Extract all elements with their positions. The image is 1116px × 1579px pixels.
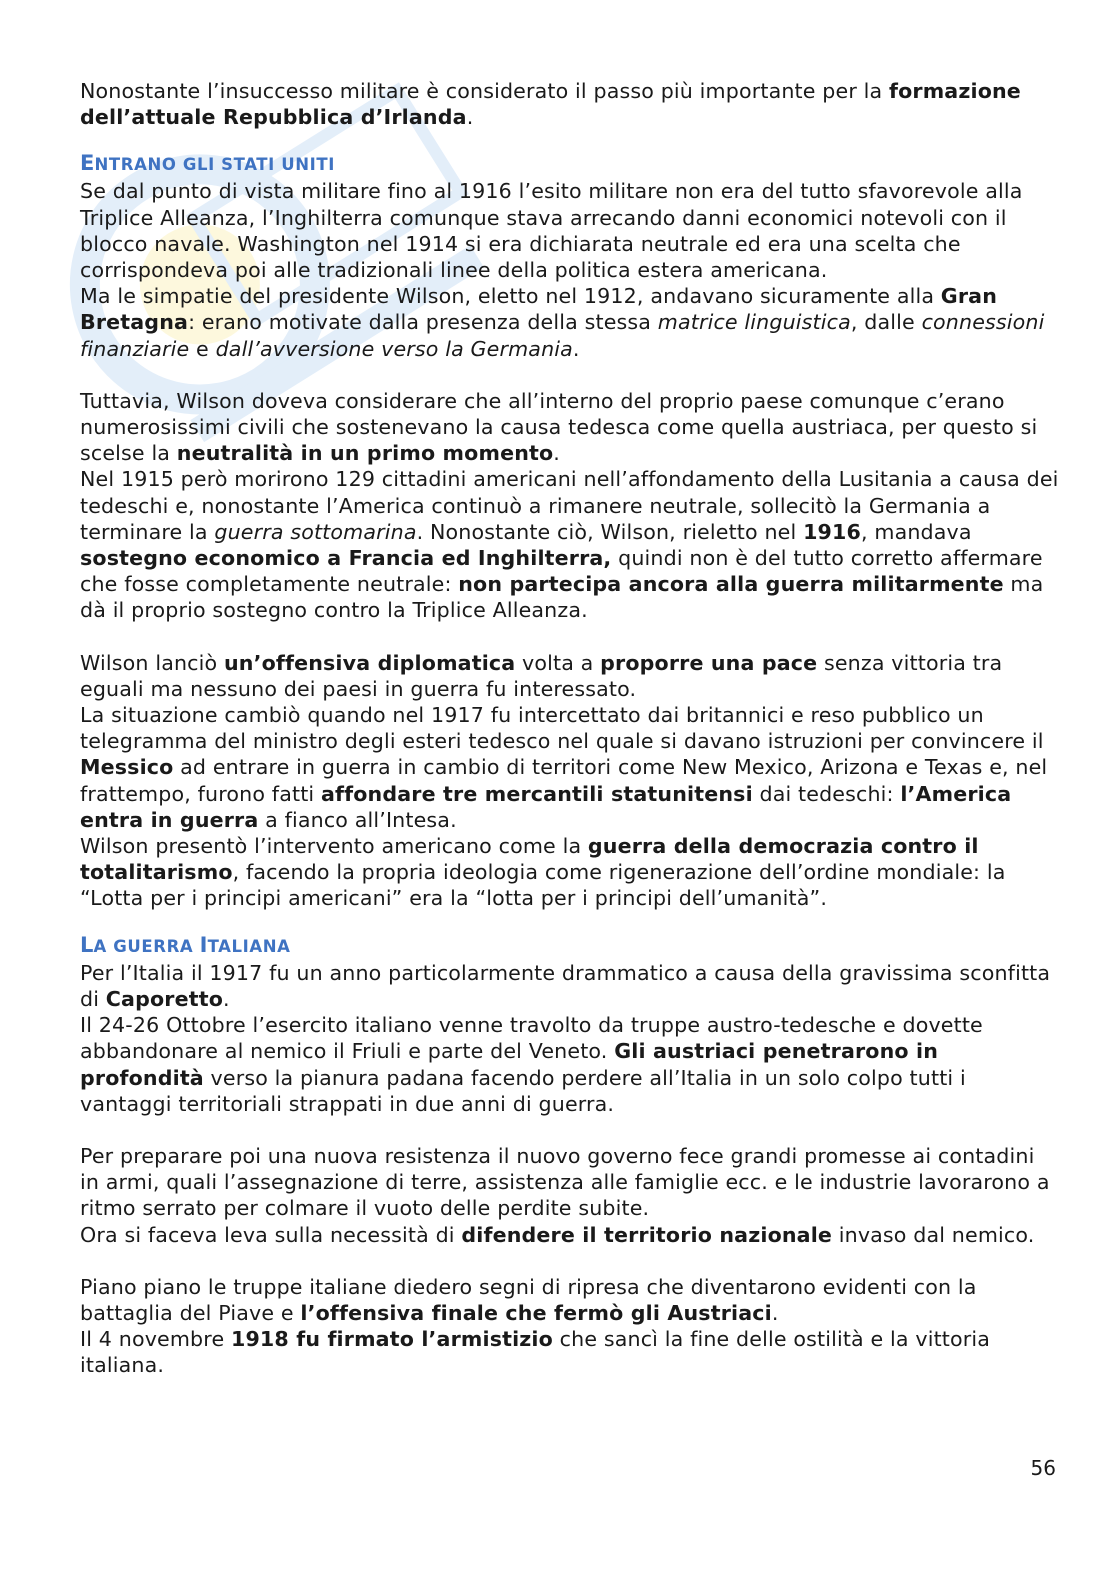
paragraph — [80, 650, 1060, 702]
text-run: . Nonostante ciò, Wilson, rieletto nel — [416, 519, 804, 544]
text-run: , facendo la propria ideologia come rigenerazione dell’ordine mondiale: la “Lotta per i principi americani” era la “lotta per i principi dell’umanità”. — [80, 860, 1006, 911]
text-run: Per preparare poi una nuova resistenza il nuovo governo fece grandi promesse ai contadini in armi, quali l’assegnazione di terre, assistenza alle famiglie ecc. e le industrie lavorarono a ritmo serrato per colmare il vuoto delle perdite subite. — [80, 1143, 1050, 1221]
paragraph-spacer — [80, 1117, 1060, 1143]
text-run: Tuttavia, Wilson doveva considerare che all’interno del proprio paese comunque c’erano numerosissimi civili che sostenevano la causa tedesca come quella austriaca, per questo si scelse la — [80, 388, 1038, 466]
text-run: Nonostante l’insuccesso militare è considerato il passo più importante per la — [80, 79, 889, 103]
paragraph — [80, 1012, 1060, 1117]
heading-text: TALIANA — [207, 936, 291, 956]
text-run: Ma le simpatie del presidente Wilson, eletto nel 1912, andavano sicuramente alla — [80, 284, 941, 309]
paragraph-spacer — [80, 624, 1060, 650]
italic-text: connessioni finanziarie — [80, 310, 1045, 361]
text-run: Wilson lanciò — [80, 650, 224, 675]
text-run: : erano motivate dalla presenza della stessa — [188, 310, 658, 335]
paragraph — [80, 283, 1060, 362]
text-run: ad entrare in guerra in cambio di territori come New Mexico, Arizona e Texas e, nel frattempo, furono fatti — [80, 755, 1048, 806]
text-run: . — [553, 441, 560, 466]
paragraph — [80, 466, 1060, 623]
text-run: Nel 1915 però morirono 129 cittadini americani nell’affondamento della Lusitania a causa dei tedeschi e, nonostante l’America continuò a rimanere neutrale, sollecitò la Germania a terminare la — [80, 467, 1059, 544]
bold-text: affondare tre mercantili statunitensi — [320, 781, 753, 806]
paragraph-spacer — [80, 912, 1060, 932]
text-run: senza vittoria tra eguali ma nessuno dei paesi in guerra fu interessato. — [80, 650, 1003, 701]
heading-text: A GUERRA — [93, 936, 200, 956]
bold-text: Caporetto — [105, 986, 224, 1011]
heading-text: L — [80, 932, 94, 957]
text-run: . — [771, 1300, 779, 1325]
text-run: ma dà il proprio sostegno contro la Triplice Alleanza. — [80, 572, 1044, 623]
text-run: quindi non è del tutto corretto affermare che fosse completamente neutrale: — [80, 546, 1043, 597]
bold-text: proporre una pace — [600, 650, 818, 675]
text-run: . — [223, 986, 230, 1011]
text-run: che sancì la fine delle ostilità e la vittoria italiana. — [80, 1327, 991, 1378]
paragraph-spacer — [80, 362, 1060, 388]
bold-text: guerra della democrazia contro il totalitarismo — [80, 834, 979, 885]
text-run: verso la pianura padana facendo perdere all’Italia in un solo colpo tutti i vantaggi territoriali strappati in due anni di guerra. — [80, 1065, 966, 1116]
text-run: Ora si faceva leva sulla necessità di — [80, 1222, 462, 1247]
text-run: , dalle — [850, 310, 922, 335]
text-run: . — [466, 105, 474, 130]
text-run: La situazione cambiò quando nel 1917 fu intercettato dai britannici e reso pubblico un telegramma del ministro degli esteri tedesco nel quale si davano istruzioni per convincere il — [80, 703, 1044, 754]
italic-text: matrice linguistica — [657, 310, 851, 335]
heading-text: NTRANO GLI STATI UNITI — [94, 155, 335, 175]
text-run: volta a — [515, 650, 601, 675]
italic-text: guerra sottomarina — [214, 519, 417, 544]
paragraph — [80, 388, 1060, 467]
bold-text: l’offensiva finale che fermò gli Austriaci — [300, 1300, 772, 1325]
bold-text: neutralità in un primo momento — [176, 441, 554, 466]
text-run: Il 24-26 Ottobre l’esercito italiano venne travolto da truppe austro-tedesche e dovette abbandonare al nemico il Friuli e parte del Veneto. — [80, 1013, 983, 1064]
heading-text: I — [199, 932, 208, 957]
text-run: a fianco all’Intesa. — [258, 807, 457, 832]
bold-text: 1918 fu firmato l’armistizio — [230, 1327, 553, 1352]
text-run: , mandava — [860, 519, 972, 544]
paragraph — [80, 178, 1060, 283]
text-run: Wilson presentò l’intervento americano come la — [80, 834, 588, 859]
bold-text: 1916 — [803, 519, 861, 544]
paragraph — [80, 1143, 1060, 1222]
text-run: Il 4 novembre — [80, 1327, 231, 1352]
text-run: Per l’Italia il 1917 fu un anno particolarmente drammatico a causa della gravissima sconfitta di — [80, 960, 1051, 1011]
text-run: invaso dal nemico. — [832, 1222, 1035, 1247]
bold-text: l’America entra in guerra — [80, 781, 1012, 832]
paragraph — [80, 1222, 1060, 1248]
heading-text: E — [80, 151, 95, 176]
section-heading — [80, 932, 1060, 960]
paragraph-spacer — [80, 130, 1060, 150]
paragraph — [80, 960, 1060, 1012]
text-run: . — [572, 336, 580, 361]
text-run: e — [189, 336, 216, 361]
bold-text: Gran Bretagna — [80, 284, 998, 335]
paragraph — [80, 1326, 1060, 1378]
text-run: Piano piano le truppe italiane diedero segni di ripresa che diventarono evidenti con la battaglia del Piave e — [80, 1274, 977, 1325]
document-page — [80, 78, 1060, 1379]
paragraph — [80, 78, 1060, 130]
page-number: 56 — [1030, 1456, 1056, 1480]
bold-text: un’offensiva diplomatica — [223, 650, 516, 675]
paragraph-spacer — [80, 1248, 1060, 1274]
text-run: Se dal punto di vista militare fino al 1916 l’esito militare non era del tutto sfavorevole alla Triplice Alleanza, l’Inghilterra comunque stava arrecando danni economici notevoli con il blocco navale. Washington nel 1914 si era dichiarata neutrale ed era una scelta che corrispondeva poi alle tradizionali linee della politica estera americana. — [80, 179, 1023, 283]
bold-text: sostegno economico a Francia ed Inghilterra, — [80, 546, 612, 571]
bold-text: non partecipa ancora alla guerra militarmente — [458, 572, 1004, 597]
paragraph — [80, 833, 1060, 912]
paragraph — [80, 1274, 1060, 1326]
text-run: dai tedeschi: — [752, 781, 901, 806]
bold-text: Gli austriaci penetrarono in profondità — [80, 1039, 939, 1090]
paragraph — [80, 702, 1060, 833]
italic-text: dall’avversione verso la Germania — [215, 336, 573, 361]
bold-text: formazione dell’attuale Repubblica d’Irlanda — [80, 79, 1021, 130]
bold-text: difendere il territorio nazionale — [461, 1222, 833, 1247]
section-heading — [80, 150, 1060, 178]
bold-text: Messico — [80, 755, 174, 780]
